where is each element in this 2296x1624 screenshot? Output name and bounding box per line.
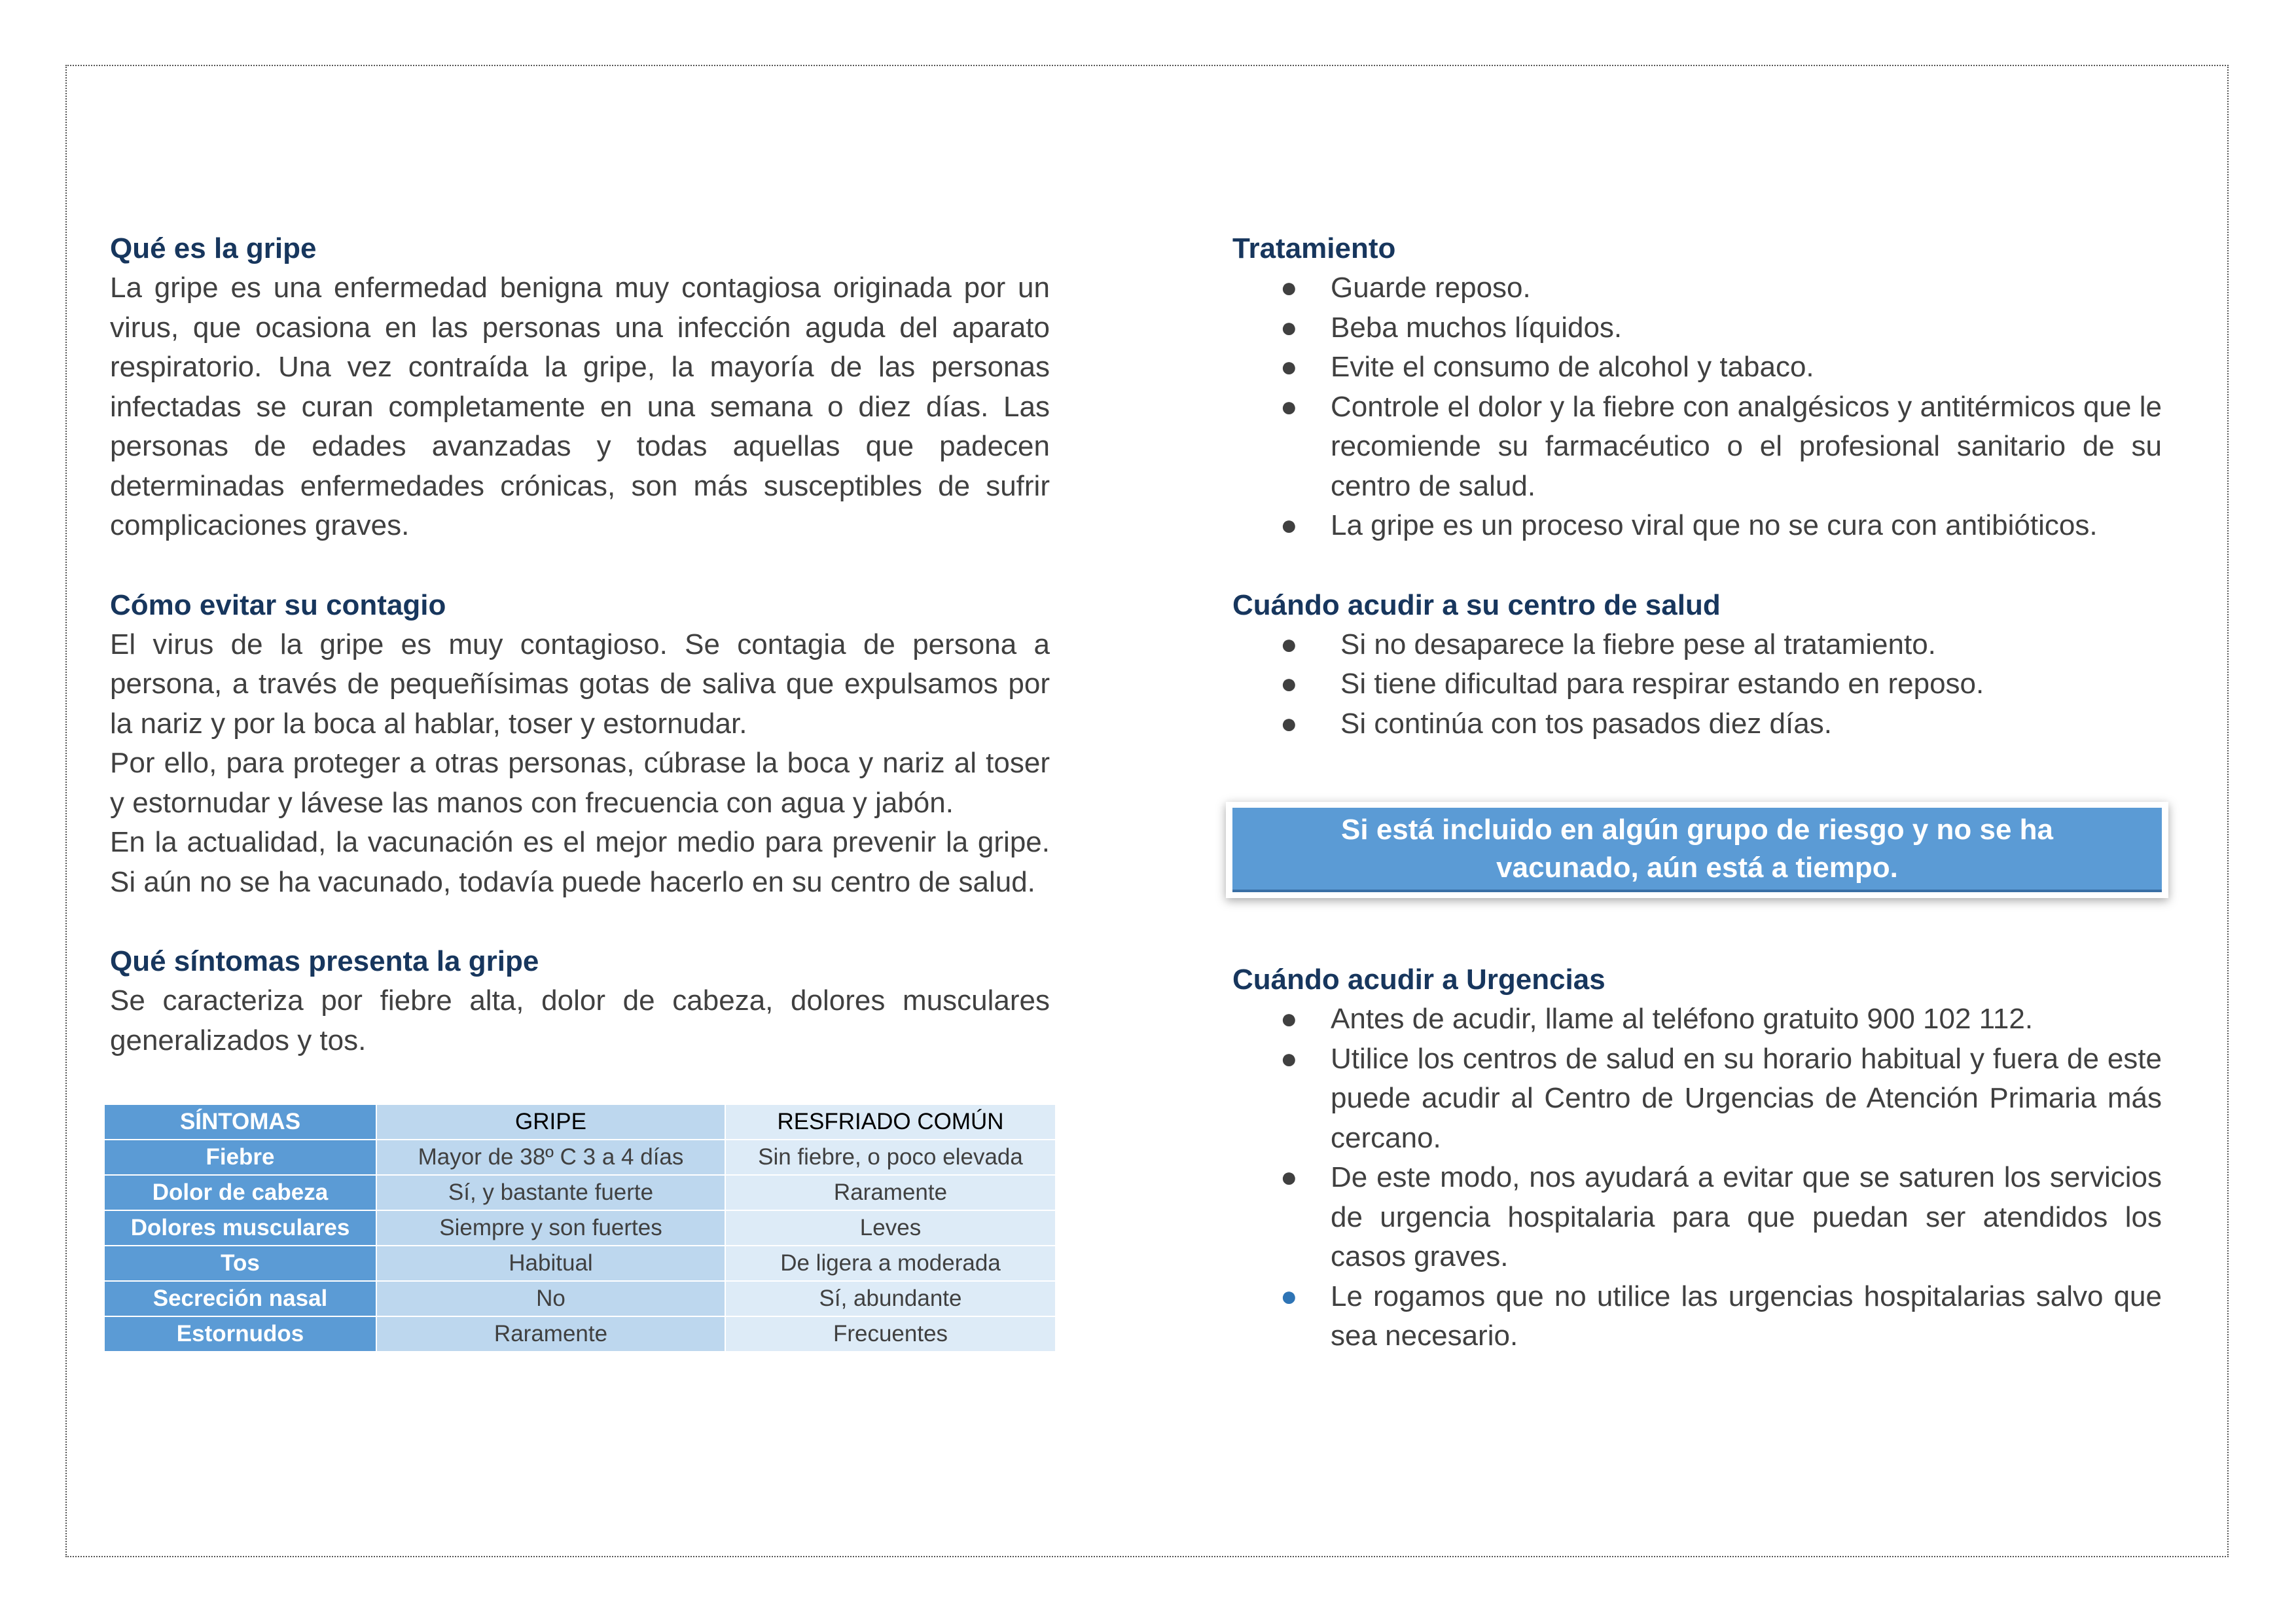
table-cell: Raramente [725, 1175, 1056, 1210]
table-cell: Sí, abundante [725, 1281, 1056, 1316]
bullet-icon: ● [1280, 311, 1298, 344]
section-title-que-es: Qué es la gripe [110, 232, 317, 264]
table-header-row [105, 1105, 1056, 1140]
section-text-que-es: La gripe es una enfermedad benigna muy contagiosa originada por un virus, que ocasiona en las personas una infección aguda del aparato respiratorio. Una vez contraída la gripe, la mayoría de las personas infectadas se curan completamente en una semana o diez días. Las personas de edades avanzadas y todas aquellas que padecen determinadas enfermedades crónicas, son más susceptibles de sufrir complicaciones graves. [110, 272, 1050, 541]
list-item: ● Si continúa con tos pasados diez días. [1232, 704, 2162, 744]
table-row [105, 1140, 1056, 1175]
table-cell: Dolor de cabeza [105, 1175, 376, 1210]
right-column-urgencias [1232, 960, 2162, 1356]
list-item: ● Antes de acudir, llame al teléfono gratuito 900 102 112. [1232, 1000, 2162, 1039]
section-title-urgencias: Cuándo acudir a Urgencias [1232, 964, 1605, 996]
table-header-cell: RESFRIADO COMÚN [725, 1105, 1056, 1140]
table-cell: Sin fiebre, o poco elevada [725, 1140, 1056, 1175]
table-cell: No [376, 1281, 725, 1316]
bullet-icon: ● [1280, 628, 1298, 660]
table-row [105, 1316, 1056, 1352]
table-cell: Raramente [376, 1316, 725, 1352]
table-row [105, 1175, 1056, 1210]
table-cell: Sí, y bastante fuerte [376, 1175, 725, 1210]
section-title-tratamiento: Tratamiento [1232, 232, 1396, 264]
table-cell: De ligera a moderada [725, 1246, 1056, 1281]
treatment-list [1232, 268, 2162, 546]
table-cell: Fiebre [105, 1140, 376, 1175]
risk-group-callout [1226, 802, 2168, 898]
right-column [1232, 229, 2162, 744]
list-item: ● Si tiene dificultad para respirar estando en reposo. [1232, 664, 2162, 704]
bullet-icon: ● [1280, 668, 1298, 700]
list-item: ● De este modo, nos ayudará a evitar que se saturen los servicios de urgencia hospitalaria para que puedan ser atendidos los casos graves. [1232, 1158, 2162, 1277]
table-cell: Siempre y son fuertes [376, 1210, 725, 1246]
symptoms-table [105, 1105, 1056, 1352]
health-center-list [1232, 625, 2162, 744]
table-cell: Leves [725, 1210, 1056, 1246]
bullet-icon: ● [1280, 1280, 1298, 1312]
contagio-paragraph-3: En la actualidad, la vacunación es el mejor medio para prevenir la gripe. Si aún no se ha vacunado, todavía puede hacerlo en su centro de salud. [110, 826, 1050, 898]
list-item: ● La gripe es un proceso viral que no se cura con antibióticos. [1232, 506, 2162, 546]
list-item: ● Si no desaparece la fiebre pese al tratamiento. [1232, 625, 2162, 665]
bullet-icon: ● [1280, 1161, 1298, 1193]
callout-box [1232, 808, 2162, 892]
table-header-cell: GRIPE [376, 1105, 725, 1140]
table-cell: Frecuentes [725, 1316, 1056, 1352]
list-item: ● Utilice los centros de salud en su horario habitual y fuera de este puede acudir al Centro de Urgencias de Atención Primaria más cercano. [1232, 1039, 2162, 1159]
list-item: ● Evite el consumo de alcohol y tabaco. [1232, 348, 2162, 388]
list-item: ● Beba muchos líquidos. [1232, 308, 2162, 348]
table-row [105, 1281, 1056, 1316]
list-item: ● Le rogamos que no utilice las urgencias hospitalarias salvo que sea necesario. [1232, 1277, 2162, 1356]
section-text-sintomas: Se caracteriza por fiebre alta, dolor de cabeza, dolores musculares generalizados y tos. [110, 984, 1050, 1056]
left-column [110, 229, 1050, 1060]
table-cell: Dolores musculares [105, 1210, 376, 1246]
table-cell: Mayor de 38º C 3 a 4 días [376, 1140, 725, 1175]
table-row [105, 1246, 1056, 1281]
bullet-icon: ● [1280, 272, 1298, 304]
section-title-sintomas: Qué síntomas presenta la gripe [110, 945, 539, 977]
bullet-icon: ● [1280, 509, 1298, 541]
bullet-icon: ● [1280, 1042, 1298, 1075]
table-cell: Habitual [376, 1246, 725, 1281]
section-title-contagio: Cómo evitar su contagio [110, 588, 446, 621]
section-title-centro-salud: Cuándo acudir a su centro de salud [1232, 588, 1721, 621]
bullet-icon: ● [1280, 351, 1298, 383]
bullet-icon: ● [1280, 390, 1298, 423]
bullet-icon: ● [1280, 707, 1298, 740]
table-cell: Estornudos [105, 1316, 376, 1352]
table-cell: Tos [105, 1246, 376, 1281]
list-item: ● Controle el dolor y la fiebre con analgésicos y antitérmicos que le recomiende su farmacéutico o el profesional sanitario de su centro de salud. [1232, 388, 2162, 507]
list-item: ● Guarde reposo. [1232, 268, 2162, 308]
table-header-cell: SÍNTOMAS [105, 1105, 376, 1140]
table-row [105, 1210, 1056, 1246]
contagio-paragraph-2: Por ello, para proteger a otras personas, cúbrase la boca y nariz al toser y estornudar y lávese las manos con frecuencia con agua y jabón. [110, 747, 1050, 819]
callout-text: Si está incluido en algún grupo de riesgo y no se ha vacunado, aún está a tiempo. [1341, 813, 2053, 884]
contagio-paragraph-1: El virus de la gripe es muy contagioso. Se contagia de persona a persona, a través de pequeñísimas gotas de saliva que expulsamos por la nariz y por la boca al hablar, toser y estornudar. [110, 628, 1050, 740]
urgencias-list [1232, 1000, 2162, 1356]
table-cell: Secreción nasal [105, 1281, 376, 1316]
bullet-icon: ● [1280, 1003, 1298, 1035]
